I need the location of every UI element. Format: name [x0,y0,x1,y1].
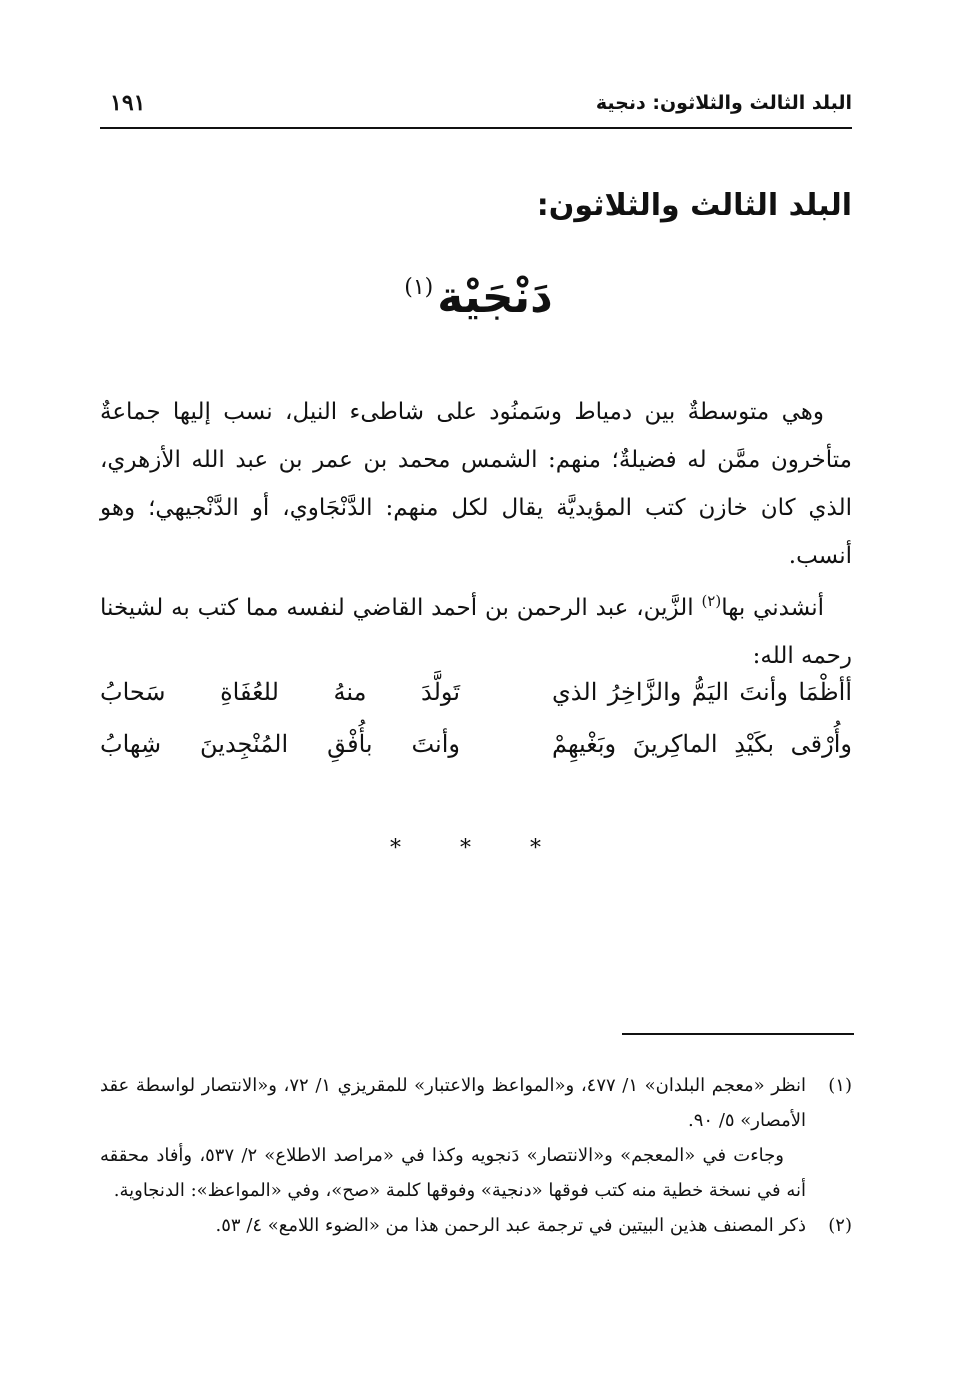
page-header [100,88,852,124]
footnote-ref-1[interactable]: (١) [404,275,434,300]
footnote-rule [622,1033,854,1035]
header-rule [100,127,852,129]
footnote-number: (١) [828,1075,852,1096]
footnote-text: وجاءت في «المعجم» و«الانتصار» دَنجويه وكذا في «مراصد الاطلاع» ٢/ ٥٣٧، وأفاد محققه أنه في نسخة خطية منه كتب فوقها «دنجية» وفوقها كلمة «صح»، وفي «المواعظ»: الدنجاوية. [100,1145,806,1201]
place-title [0,272,957,323]
poem-hemistich-second: تَولَّدَ منهُ للعُفَاةِ سَحابُ [100,678,460,706]
footnote-text: ذكر المصنف هذين البيتين في ترجمة عبد الرحمن هذا من «الضوء اللامع» ٤/ ٥٣. [215,1215,806,1236]
poem [100,678,852,782]
section-separator: * * * [390,836,567,861]
poem-hemistich-first: وأُرْقى بكَيْدِ الماكِرينَ وبَغْيهِمْ [552,730,852,758]
footnote-ref-2[interactable]: (٢) [701,592,722,610]
poem-hemistich-first: أأظْمَا وأنتَ اليَمُّ والزَّاخِرُ الذي [552,678,852,706]
paragraph-2-lead: أنشدني بها [721,595,825,621]
place-name: دَنْجَيْة [437,272,553,323]
running-title: البلد الثالث والثلاثون: دنجية [595,92,852,114]
poem-line [100,730,852,782]
footnote-text: انظر «معجم البلدان» ١/ ٤٧٧، و«المواعظ والاعتبار» للمقريزي ١/ ٧٢، و«الانتصار لواسطة عقد الأمصار» ٥/ ٩٠. [100,1075,807,1131]
paragraph-2-rest: الزَّين، عبد الرحمن بن أحمد القاضي لنفسه مما كتب به لشيخنا رحمه الله: [100,595,852,669]
footnote-1 [100,1068,852,1208]
body-text [100,388,852,680]
paragraph-2 [100,584,852,680]
poem-hemistich-second: وأنتَ بأُفْقِ المُنْجِدينَ شِهابُ [100,730,460,758]
paragraph-1: وهي متوسطةٌ بين دمياط وسَمنُود على شاطىء النيل، نسب إليها جماعةٌ متأخرون ممَّن له فضيلةٌ؛ منهم: الشمس محمد بن عمر بن عبد الله الأزهري، الذي كان خازن كتب المؤيديَّة يقال لكل منهم: الدَّنْجَاوي، أو الدَّنْجيهي؛ وهو أنسب. [100,399,852,569]
poem-line [100,678,852,730]
footnotes [100,1068,852,1243]
footnote-number: (٢) [828,1215,852,1236]
section-heading: البلد الثالث والثلاثون: [536,188,852,223]
footnote-2 [100,1208,852,1243]
page-number: ١٩١ [110,90,146,116]
